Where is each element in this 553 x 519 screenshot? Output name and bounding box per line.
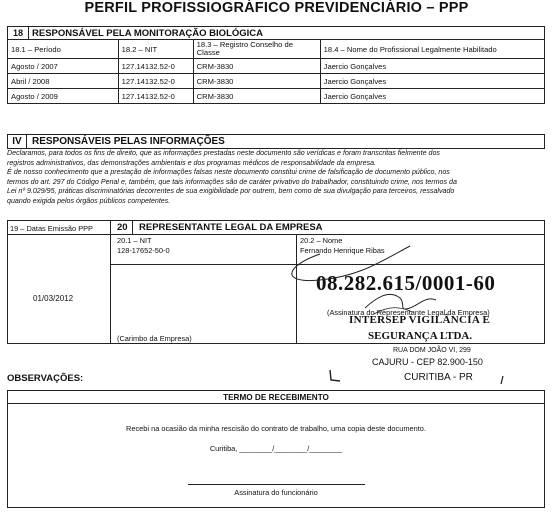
termo-heading: TERMO DE RECEBIMENTO [223,393,329,402]
section-iv-header [7,134,545,149]
termo-city-line: Curitiba, ________/________/________ [209,444,343,453]
stamp-address1: RUA DOM JOÃO VI, 299 [393,347,471,354]
divider [132,220,133,234]
section-20-number: 20 [117,222,128,233]
declaration-line: quando exigida pelos órgãos públicos competentes. [7,196,171,205]
stamp-company-line1: INTERSEP VIGILÂNCIA E [349,314,491,326]
stamp-cnpj: 08.282.615/0001-60 [316,271,496,295]
cell-registro: CRM-3830 [193,74,320,89]
cell-periodo: Agosto / 2009 [8,89,119,104]
cell-periodo: Abril / 2008 [8,74,119,89]
nit-value: 128-17652-50-0 [117,246,170,255]
table-row [8,59,545,74]
section-20-heading: REPRESENTANTE LEGAL DA EMPRESA [139,222,323,233]
termo-text: Recebi na ocasião da minha rescisão do contrato de trabalho, uma copia deste documento. [126,424,426,433]
signature-label: (Assinatura do Representante Legal da Empresa) [327,308,490,317]
name-value: Fernando Henrique Ribas [300,246,385,255]
observacoes-label: OBSERVAÇÕES: [7,373,84,384]
cell-periodo: Agosto / 2007 [8,59,119,74]
cell-registro: CRM-3830 [193,59,320,74]
document-title: PERFIL PROFISSIOGRÁFICO PREVIDENCIÁRIO – PPP [84,0,469,16]
cell-nit: 127.14132.52-0 [118,59,193,74]
section-iv-roman: IV [8,135,27,148]
cell-nome: Jaercio Gonçalves [320,74,544,89]
divider [7,403,545,404]
cell-nit: 127.14132.52-0 [118,89,193,104]
nit-label: 20.1 – NIT [117,236,152,245]
declaration-line: Lei nº 9.029/95, práticas discriminatórias decorrentes de sua exigibilidade por outrem, bem como de sua divulgação para terceiros, ressalvado [7,187,455,196]
company-stamp-label: (Carimbo da Empresa) [117,334,192,343]
declaration-line: É de nosso conhecimento que a prestação de informações falsas neste documento constitui crime de falsificação de documento público, nos [7,168,450,177]
cell-registro: CRM-3830 [193,89,320,104]
signature-line [188,484,365,485]
termo-signature-label: Assinatura do funcionário [234,488,318,497]
cell-nome: Jaercio Gonçalves [320,89,544,104]
section-18-table [7,26,545,104]
cell-nit: 127.14132.52-0 [118,74,193,89]
cell-nome: Jaercio Gonçalves [320,59,544,74]
name-label: 20.2 – Nome [300,236,343,245]
section-19-date: 01/03/2012 [33,294,74,303]
column-header-registro: 18.3 – Registro Conselho de Classe [193,40,320,59]
column-header-nit: 18.2 – NIT [118,40,193,59]
section-18-heading: RESPONSÁVEL PELA MONITORAÇÃO BIOLÓGICA [29,27,545,40]
declaration-line: Declaramos, para todos os fins de direito, que as informações prestadas neste documento são verídicas e foram transcritas fielmente dos [7,149,440,157]
stamp-city: CURITIBA - PR [404,372,473,383]
declaration-text [7,149,552,207]
column-header-periodo: 18.1 – Período [8,40,119,59]
declaration-line: registros administrativos, das demonstrações ambientais e dos programas médicos de responsabilidade da empresa. [7,158,377,167]
stamp-address2: CAJURU - CEP 82.900-150 [372,357,483,367]
stamp-company-line2: SEGURANÇA LTDA. [368,330,473,342]
section-18-number: 18 [8,27,29,40]
table-row [8,74,545,89]
column-header-nome: 18.4 – Nome do Profissional Legalmente Habilitado [320,40,544,59]
table-row [8,89,545,104]
section-19-label: 19 – Datas Emissão PPP [10,224,93,233]
section-iv-heading: RESPONSÁVEIS PELAS INFORMAÇÕES [32,136,225,147]
signature-scribble [250,226,450,326]
divider [110,220,111,344]
declaration-line: termos do art. 297 do Código Penal e, também, que tais informações são de caráter privativo do trabalhador, constituindo crime, nos termos da [7,177,457,186]
mark-decorations [322,368,522,388]
